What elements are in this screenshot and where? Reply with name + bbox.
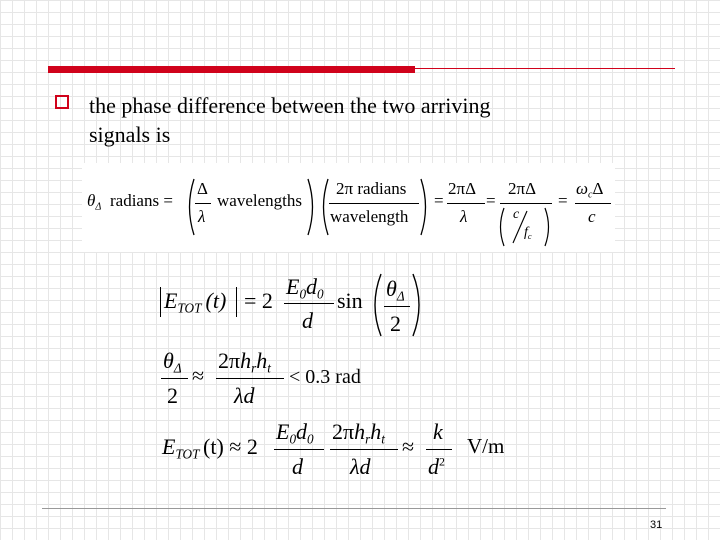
time-argument: (t) bbox=[205, 288, 227, 313]
d-squared: $d^2$ bbox=[428, 454, 445, 479]
equals-sign: = bbox=[434, 191, 444, 210]
e0-d0: $E_0d_0$ bbox=[286, 274, 324, 302]
fraction-bar bbox=[575, 203, 611, 204]
equals-sign: = bbox=[558, 191, 568, 210]
radians-label: radians = bbox=[110, 191, 173, 210]
left-paren-1 bbox=[184, 177, 196, 237]
footer-rule bbox=[42, 508, 666, 509]
wavelength-label: wavelength bbox=[330, 207, 409, 226]
left-paren bbox=[368, 272, 384, 338]
left-paren-2 bbox=[318, 177, 330, 237]
fraction-bar bbox=[447, 203, 485, 204]
omega-delta: $\omega_c\Delta$ bbox=[576, 179, 604, 201]
right-paren-2 bbox=[419, 177, 431, 237]
bullet-text bbox=[89, 91, 609, 149]
equals-sign: = bbox=[486, 191, 496, 210]
two-pi-hr-ht: $2\pi h_rh_t$ bbox=[332, 419, 385, 447]
left-paren-3 bbox=[496, 206, 506, 248]
two-pi-delta: 2πΔ bbox=[448, 179, 477, 198]
bullet-line-2: signals is bbox=[89, 122, 171, 147]
delta-numerator: Δ bbox=[197, 179, 208, 198]
k-numerator: k bbox=[433, 419, 443, 444]
wavelengths-label: wavelengths bbox=[217, 191, 302, 210]
two-pi-delta: 2πΔ bbox=[508, 179, 537, 198]
two-denominator: 2 bbox=[390, 311, 401, 336]
right-paren bbox=[410, 272, 426, 338]
fraction-bar bbox=[161, 378, 188, 379]
page-number: 31 bbox=[650, 519, 663, 531]
bullet-line-1: the phase difference between the two arriving bbox=[89, 93, 491, 118]
title-rule bbox=[415, 68, 675, 69]
lambda-d-denominator: λd bbox=[350, 454, 371, 479]
fraction-bar bbox=[216, 378, 284, 379]
fraction-bar bbox=[500, 203, 552, 204]
less-than-bound: < 0.3 rad bbox=[289, 366, 361, 388]
fraction-bar bbox=[329, 203, 419, 204]
e-total: $E_{TOT}$ bbox=[164, 288, 202, 316]
two-denominator: 2 bbox=[167, 383, 178, 408]
fraction-bar bbox=[330, 449, 398, 450]
theta-numerator: $\theta_\Delta$ bbox=[386, 276, 405, 304]
approx-sign: ≈ bbox=[192, 363, 205, 388]
fraction-bar bbox=[284, 303, 334, 304]
c-over-f-numerator: c bbox=[513, 207, 520, 222]
fraction-bar bbox=[426, 449, 452, 450]
lambda-d-denominator: λd bbox=[234, 383, 255, 408]
bullet-square-icon bbox=[55, 95, 69, 109]
fraction-bar bbox=[384, 306, 410, 307]
abs-bar-right bbox=[236, 287, 237, 317]
two-pi-radians: 2π radians bbox=[336, 179, 407, 198]
title-accent-bar bbox=[48, 66, 415, 73]
c-over-f-denominator: $f_c$ bbox=[524, 225, 532, 241]
equals-two: = 2 bbox=[244, 288, 273, 313]
c-denominator: c bbox=[588, 207, 596, 226]
abs-bar-left bbox=[160, 287, 161, 317]
approx-sign: ≈ bbox=[402, 434, 415, 459]
fraction-bar bbox=[274, 449, 324, 450]
right-paren-1 bbox=[306, 177, 318, 237]
d-denominator: d bbox=[292, 454, 303, 479]
sin-function: sin bbox=[337, 288, 363, 313]
lambda-denominator: λ bbox=[198, 207, 206, 226]
e0-d0: $E_0d_0$ bbox=[276, 419, 314, 447]
two-pi-hr-ht: $2\pi h_rh_t$ bbox=[218, 348, 271, 376]
theta-numerator: $\theta_\Delta$ bbox=[163, 348, 182, 376]
fraction-bar bbox=[195, 203, 211, 204]
time-approx-two: (t) ≈ 2 bbox=[203, 434, 258, 459]
phase-equation bbox=[82, 163, 615, 252]
theta-symbol: $\theta_\Delta$ bbox=[87, 191, 102, 213]
e-total: $E_{TOT}$ bbox=[162, 434, 200, 462]
lambda-denominator: λ bbox=[460, 207, 468, 226]
volts-per-meter-unit: V/m bbox=[467, 434, 505, 458]
d-denominator: d bbox=[302, 308, 313, 333]
right-paren-3 bbox=[543, 206, 553, 248]
